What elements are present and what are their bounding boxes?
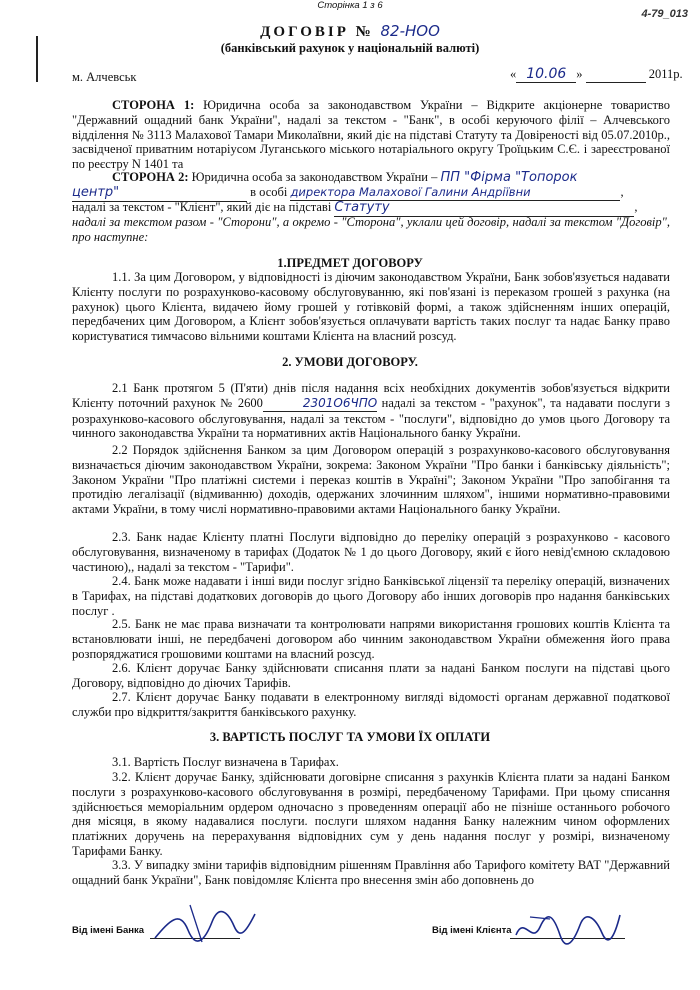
clause-2-2: 2.2 Порядок здійснення Банком за цим Договором операцій з розрахунково-касового обслуговування визначається діючим законодавством України, зокрема: Законом України "Про банки і банківську діяльність"; Законом України "Про платіжні системи і переказ коштів в Україні"; Законом України "Про запобігання та протидію легалізації (відмиванню) доходів, одержаних злочинним шляхом", іншими нормативно-правовими актами України, в тому числі нормативно-правовими актами Національного банку України. <box>72 443 670 517</box>
party2-name-handwritten: ПП "Фірма "Топорок <box>440 170 578 185</box>
contract-number-handwritten: 82-НОО <box>380 22 440 40</box>
party2-name-handwritten-2: центр" <box>72 186 247 202</box>
bank-signature-label: Від імені Банка <box>72 925 145 936</box>
clause-3-2: 3.2. Клієнт доручає Банку, здійснювати договірне списання з рахунків Клієнта плати за надані Банком послуги з розрахунково-касового обслуговування в розмірі, передбаченому Тарифами. При цьому списання здійснюється меморіальним ордером одночасно з проведенням операції або не пізніше останнього робочого дня місяця, в якому надавалися послуги. послуги шляхом надання Банку належним чином оформлених платіжних доручень на перерахування відповідних сум у день надання послуг у розмірі, визначеному Тарифами Банку. <box>72 770 670 858</box>
party2-in-person: в особі <box>250 185 288 199</box>
clause-3-3: 3.3. У випадку зміни тарифів відповідним рішенням Правління або Тарифого комітету ВАТ "Державний ощадний банк України", Банк повідомляє Клієнта про внесення змін або доповнень до <box>72 858 670 887</box>
bank-signature <box>150 900 260 945</box>
contract-date: « 10.06 » 2011р. <box>510 66 683 82</box>
party2-person-handwritten: директора Малахової Галини Андріївни <box>290 185 620 201</box>
contract-subtitle: (банківський рахунок у національній валюті) <box>220 41 480 55</box>
party2-basis-handwritten: Статуту <box>334 201 634 217</box>
party2-label: СТОРОНА 2: <box>112 170 189 184</box>
party1-text: Юридична особа за законодавством України – Відкрите акціонерне товариство "Державний ощадний банк України", надалі за текстом - "Банк", в особі керуючого філії – Алчевського відділення № 3113 Малахової Тамари Миколаївни, який діє на підставі Статуту та Довіреності від 05.07.2010р., засвідченої приватним нотаріусом Луганського міського нотаріального округу Троїцьким С.Є. і зареєстрованої по реєстру N 1401 та <box>72 98 670 172</box>
party2-text1: Юридична особа за законодавством України – <box>191 170 438 184</box>
party1-paragraph <box>72 98 670 172</box>
section2-heading: 2. УМОВИ ДОГОВОРУ. <box>282 355 418 369</box>
party2-paragraph <box>72 170 670 186</box>
clause-2-5: 2.5. Банк не має права визначати та контролювати напрями використання грошових коштів Клієнта та встановлювати інші, не передбачені договором або чинним законодавством України обмеження його права розпоряджатися грошовими коштами на власний розсуд. <box>72 617 670 661</box>
clause-2-7: 2.7. Клієнт доручає Банку подавати в електронному вигляді відомості органам державної податкової служби про відкриття/закриття банківського рахунку. <box>72 690 670 719</box>
party1-label: СТОРОНА 1: <box>112 98 195 112</box>
contract-title <box>0 22 700 41</box>
clause-2-1-text-b: надалі за текстом - "рахунок", та надавати послуги з розрахунково-касового обслуговування, надалі за текстом - "послуги", відповідно до умов цього Договору та чинного законодавства України та нормативних актів Національного банку України. <box>72 395 670 441</box>
section3-heading: 3. ВАРТІСТЬ ПОСЛУГ ТА УМОВИ ЇХ ОПЛАТИ <box>209 730 491 744</box>
document-code: 4-79_013 <box>641 8 688 20</box>
clause-2-6: 2.6. Клієнт доручає Банку здійснювати списання плати за надані Банком послуги на підставі цього Договору, відповідно до діючих Тарифів. <box>72 661 670 690</box>
clause-2-1 <box>72 381 670 441</box>
date-year: 2011р. <box>648 67 683 81</box>
clause-2-3: 2.3. Банк надає Клієнту платні Послуги відповідно до переліку операцій з розрахунково - касового обслуговування, визначеному в тарифах (Додаток № 1 до цього Договору, який є його невід'ємною складовою частиною),, надалі за текстом - "Тарифи". <box>72 530 670 574</box>
clause-1-1: 1.1. За цим Договором, у відповідності із діючим законодавством України, Банк зобов'язується надавати Клієнту послуги по розрахунково-касовому обслуговуванню, які пов'язані із переказом грошей з рахунка (на рахунок) цього Клієнта, видачею йому грошей у готівковій формі, а також здійсненням інших операцій, передбачених цим Договором, а Клієнт зобов'язується оплачувати вартість таких послуг та надає Банку право користуватися тимчасово вільними коштами Клієнта на власний розсуд. <box>72 270 670 344</box>
city: м. Алчевськ <box>72 70 137 84</box>
party2-text2: надалі за текстом - "Клієнт", який діє на підставі <box>72 200 332 214</box>
party2-text3: надалі за текстом разом - "Сторони", а окремо - "Сторона", уклали цей договір, надалі за текстом "Договір", про наступне: <box>72 215 670 244</box>
clause-2-4: 2.4. Банк може надавати і інші види послуг згідно Банківської ліцензії та переліку операцій, визначених в Тарифах, на підставі додаткових договорів до цього Договору або інших договорів про надання банківських послуг . <box>72 574 670 618</box>
title-label: ДОГОВІР № <box>260 24 374 40</box>
section1-heading: 1.ПРЕДМЕТ ДОГОВОРУ <box>277 256 423 270</box>
account-number-handwritten: 2301О6ЧПО <box>263 396 377 412</box>
client-signature <box>510 905 625 950</box>
client-signature-label: Від імені Клієнта <box>432 925 512 936</box>
page-number: Сторінка 1 з 6 <box>317 0 383 11</box>
clause-2-1-text-a: 2.1 Банк протягом 5 (П'яти) днів після надання всіх необхідних документів зобов'язується відкрити Клієнту поточний рахунок № 2600 <box>72 381 670 410</box>
clause-3-1: 3.1. Вартість Послуг визначена в Тарифах. <box>112 755 339 769</box>
date-day-handwritten: 10.06 <box>516 66 576 83</box>
